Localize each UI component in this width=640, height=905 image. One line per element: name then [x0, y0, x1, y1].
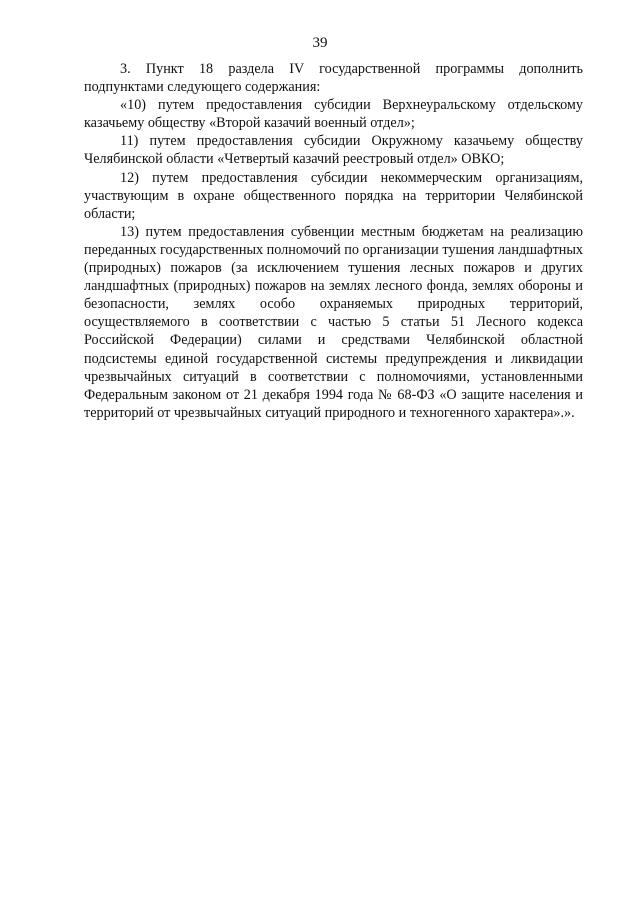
- paragraph-subitem-11: 11) путем предоставления субсидии Окружному казачьему обществу Челябинской области «Четвертый казачий реестровый отдел» ОВКО;: [84, 133, 583, 168]
- document-body: [84, 60, 583, 422]
- page-number: 39: [312, 35, 328, 51]
- paragraph-subitem-10: «10) путем предоставления субсидии Верхнеуральскому отдельскому казачьему обществу «Второй казачий военный отдел»;: [84, 97, 583, 132]
- paragraph-subitem-13: 13) путем предоставления субвенции местным бюджетам на реализацию переданных государственных полномочий по организации тушения ландшафтных (природных) пожаров (за исключением тушения лесных пожаров и других ландшафтных (природных) пожаров на землях лесного фонда, землях обороны и безопасности, землях особо охраняемых природных территорий, осуществляемого в соответствии с частью 5 статьи 51 Лесного кодекса Российской Федерации) силами и средствами Челябинской областной подсистемы единой государственной системы предупреждения и ликвидации чрезвычайных ситуаций в соответствии с полномочиями, установленными Федеральным законом от 21 декабря 1994 года № 68-ФЗ «О защите населения и территорий от чрезвычайных ситуаций природного и техногенного характера».».: [84, 223, 583, 421]
- paragraph-item-3: 3. Пункт 18 раздела IV государственной программы дополнить подпунктами следующего содержания:: [84, 61, 583, 96]
- paragraph-subitem-12: 12) путем предоставления субсидии некоммерческим организациям, участвующим в охране общественного порядка на территории Челябинской области;: [84, 169, 583, 222]
